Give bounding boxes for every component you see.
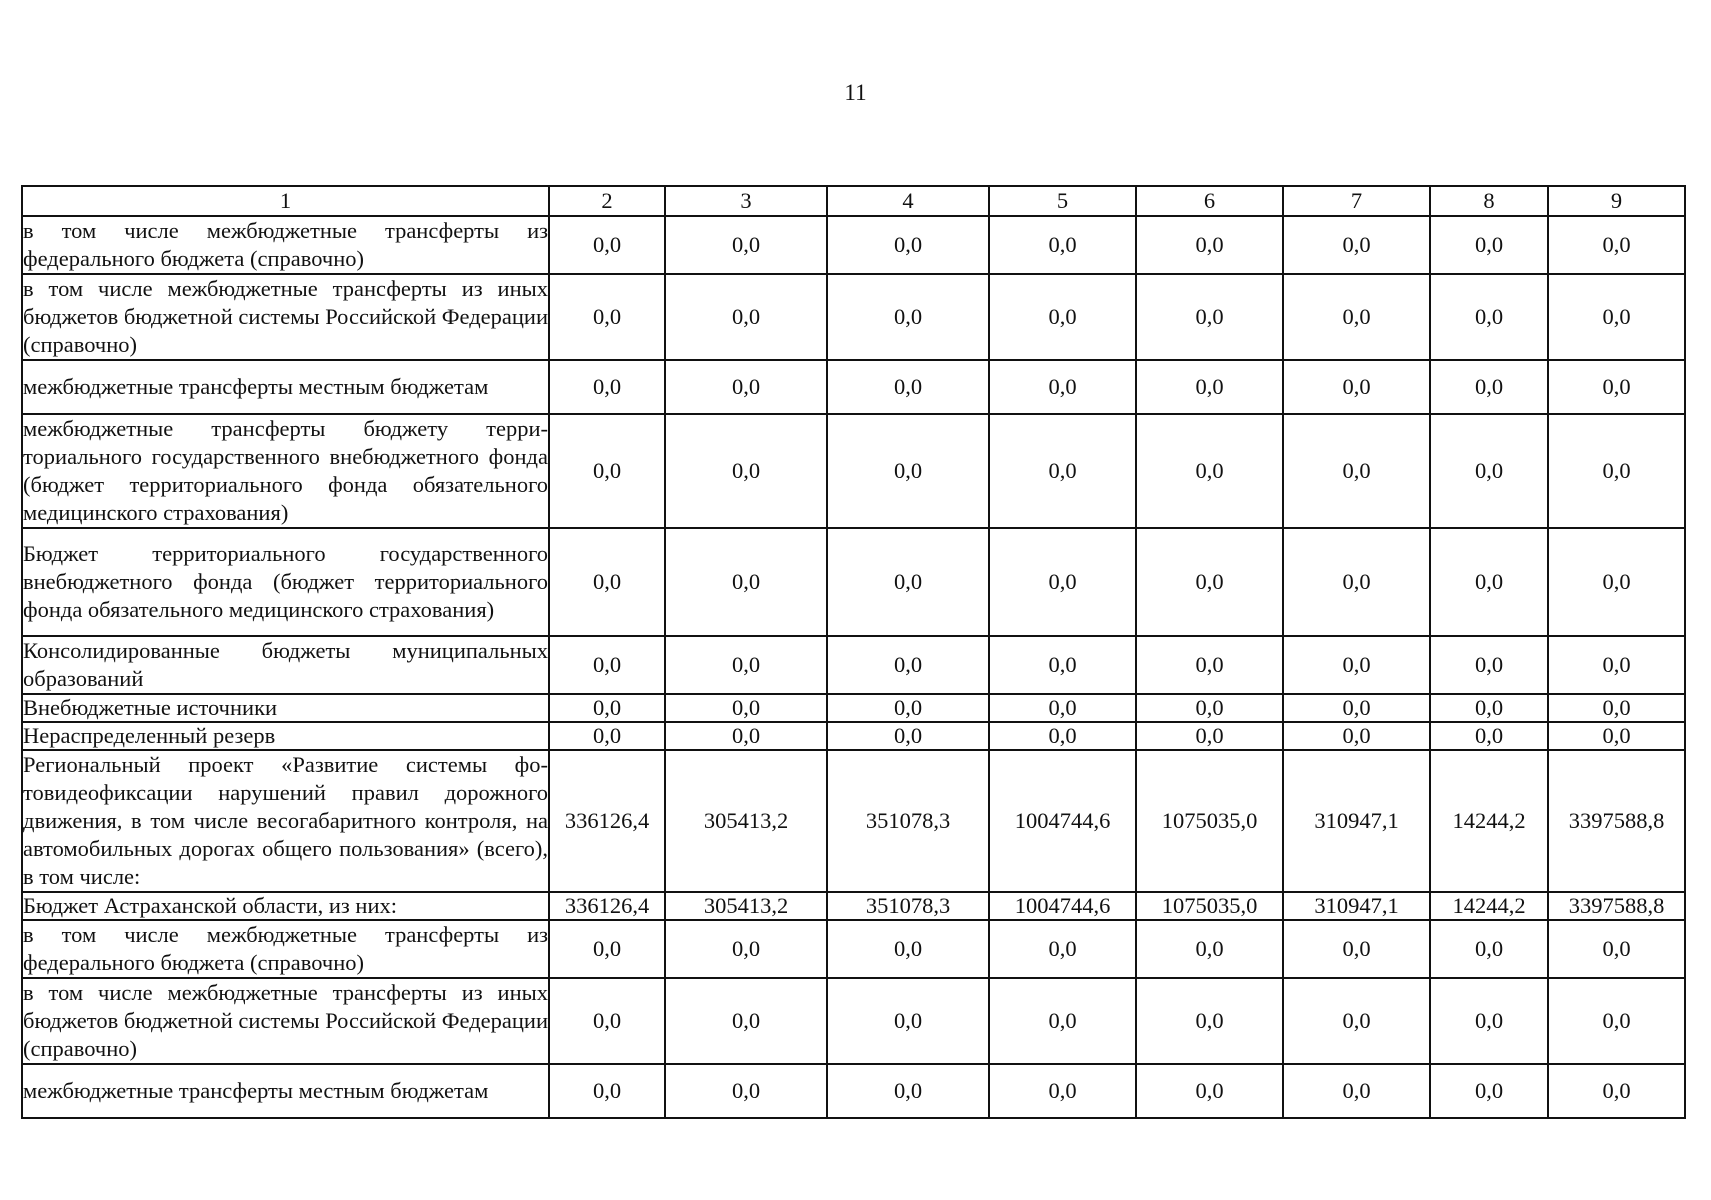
table-cell-value: 0,0 bbox=[1430, 636, 1548, 694]
table-cell-value: 0,0 bbox=[549, 722, 665, 750]
table-cell-value: 0,0 bbox=[1136, 1064, 1283, 1118]
column-header: 5 bbox=[989, 186, 1136, 216]
table-cell-value: 0,0 bbox=[1548, 528, 1685, 636]
table-cell-value: 0,0 bbox=[549, 360, 665, 414]
table-cell-value: 0,0 bbox=[1430, 360, 1548, 414]
row-label: в том числе межбюджетные трансферты из федерального бюджета (справочно) bbox=[22, 216, 549, 274]
table-cell-value: 0,0 bbox=[827, 722, 989, 750]
table-cell-value: 0,0 bbox=[1283, 360, 1430, 414]
table-cell-value: 0,0 bbox=[549, 216, 665, 274]
table-cell-value: 0,0 bbox=[549, 414, 665, 528]
row-label: межбюджетные трансферты местным бюджетам bbox=[22, 1064, 549, 1118]
table-cell-value: 0,0 bbox=[1548, 216, 1685, 274]
table-cell-value: 0,0 bbox=[1430, 920, 1548, 978]
table-cell-value: 0,0 bbox=[827, 1064, 989, 1118]
table-cell-value: 0,0 bbox=[827, 694, 989, 722]
table-cell-value: 0,0 bbox=[989, 920, 1136, 978]
budget-table bbox=[21, 185, 1686, 1119]
table-cell-value: 0,0 bbox=[989, 1064, 1136, 1118]
column-header: 4 bbox=[827, 186, 989, 216]
table-row bbox=[22, 636, 1685, 694]
table-cell-value: 0,0 bbox=[1548, 920, 1685, 978]
table-cell-value: 0,0 bbox=[665, 978, 827, 1064]
row-label: Бюджет территориального государственного внебюджетного фонда (бюджет территориального фонда обязательного медицинского страхования) bbox=[22, 528, 549, 636]
page-number: 11 bbox=[844, 80, 867, 105]
table-cell-value: 0,0 bbox=[1548, 694, 1685, 722]
table-row bbox=[22, 920, 1685, 978]
table-cell-value: 0,0 bbox=[1548, 1064, 1685, 1118]
table-cell-value: 0,0 bbox=[665, 920, 827, 978]
table-cell-value: 0,0 bbox=[549, 920, 665, 978]
column-header: 3 bbox=[665, 186, 827, 216]
table-cell-value: 1075035,0 bbox=[1136, 892, 1283, 920]
column-header: 7 bbox=[1283, 186, 1430, 216]
table-row bbox=[22, 694, 1685, 722]
table-cell-value: 0,0 bbox=[665, 274, 827, 360]
table-cell-value: 14244,2 bbox=[1430, 892, 1548, 920]
table-cell-value: 14244,2 bbox=[1430, 750, 1548, 892]
table-cell-value: 0,0 bbox=[1136, 978, 1283, 1064]
table-cell-value: 0,0 bbox=[1283, 1064, 1430, 1118]
table-cell-value: 0,0 bbox=[1136, 528, 1283, 636]
table-cell-value: 305413,2 bbox=[665, 892, 827, 920]
column-header: 1 bbox=[22, 186, 549, 216]
table-cell-value: 0,0 bbox=[1136, 414, 1283, 528]
table-cell-value: 0,0 bbox=[1283, 216, 1430, 274]
row-label: Внебюджетные источники bbox=[22, 694, 549, 722]
table-cell-value: 0,0 bbox=[989, 528, 1136, 636]
table-cell-value: 0,0 bbox=[549, 978, 665, 1064]
table-cell-value: 0,0 bbox=[989, 360, 1136, 414]
table-cell-value: 0,0 bbox=[989, 722, 1136, 750]
row-label: межбюджетные трансферты местным бюджетам bbox=[22, 360, 549, 414]
table-cell-value: 351078,3 bbox=[827, 892, 989, 920]
table-cell-value: 0,0 bbox=[1283, 978, 1430, 1064]
table-cell-value: 0,0 bbox=[549, 274, 665, 360]
table-row bbox=[22, 528, 1685, 636]
table-cell-value: 0,0 bbox=[827, 360, 989, 414]
table-cell-value: 0,0 bbox=[1430, 216, 1548, 274]
table-row bbox=[22, 892, 1685, 920]
table-cell-value: 0,0 bbox=[1283, 920, 1430, 978]
table-cell-value: 0,0 bbox=[1430, 274, 1548, 360]
column-header: 2 bbox=[549, 186, 665, 216]
table-cell-value: 0,0 bbox=[1283, 274, 1430, 360]
table-cell-value: 0,0 bbox=[1430, 528, 1548, 636]
table-cell-value: 0,0 bbox=[1136, 694, 1283, 722]
table-cell-value: 0,0 bbox=[989, 978, 1136, 1064]
table-cell-value: 0,0 bbox=[827, 636, 989, 694]
table-cell-value: 310947,1 bbox=[1283, 892, 1430, 920]
table-cell-value: 3397588,8 bbox=[1548, 892, 1685, 920]
table-cell-value: 0,0 bbox=[989, 694, 1136, 722]
table-row bbox=[22, 978, 1685, 1064]
table-cell-value: 0,0 bbox=[665, 360, 827, 414]
column-header: 8 bbox=[1430, 186, 1548, 216]
table-cell-value: 0,0 bbox=[827, 216, 989, 274]
table-cell-value: 0,0 bbox=[1548, 274, 1685, 360]
table-row bbox=[22, 274, 1685, 360]
table-cell-value: 305413,2 bbox=[665, 750, 827, 892]
table-cell-value: 0,0 bbox=[1430, 694, 1548, 722]
table-cell-value: 1004744,6 bbox=[989, 750, 1136, 892]
table-cell-value: 0,0 bbox=[1283, 414, 1430, 528]
table-cell-value: 0,0 bbox=[1430, 1064, 1548, 1118]
table-cell-value: 0,0 bbox=[1283, 636, 1430, 694]
row-label: Бюджет Астраханской области, из них: bbox=[22, 892, 549, 920]
row-label: в том числе межбюджетные трансферты из иных бюджетов бюджетной системы Российской Федерации (справочно) bbox=[22, 978, 549, 1064]
table-cell-value: 0,0 bbox=[665, 636, 827, 694]
table-cell-value: 3397588,8 bbox=[1548, 750, 1685, 892]
table-cell-value: 0,0 bbox=[1136, 920, 1283, 978]
table-cell-value: 0,0 bbox=[1430, 978, 1548, 1064]
table-cell-value: 0,0 bbox=[1548, 360, 1685, 414]
row-label: в том числе межбюджетные трансферты из иных бюджетов бюджетной системы Российской Федерации (справочно) bbox=[22, 274, 549, 360]
table-cell-value: 336126,4 bbox=[549, 750, 665, 892]
table-cell-value: 0,0 bbox=[665, 722, 827, 750]
table-cell-value: 0,0 bbox=[827, 528, 989, 636]
table-cell-value: 1004744,6 bbox=[989, 892, 1136, 920]
table-row bbox=[22, 216, 1685, 274]
row-label: межбюджетные трансферты бюджету территориального государственного внебюджетного фонда (бюджет территориального фонда обязательного медицинского страхования) bbox=[22, 414, 549, 528]
table-cell-value: 0,0 bbox=[1136, 274, 1283, 360]
column-header: 6 bbox=[1136, 186, 1283, 216]
table-cell-value: 336126,4 bbox=[549, 892, 665, 920]
table-row bbox=[22, 414, 1685, 528]
table-cell-value: 0,0 bbox=[665, 694, 827, 722]
table-cell-value: 0,0 bbox=[1283, 722, 1430, 750]
table-cell-value: 0,0 bbox=[1548, 414, 1685, 528]
table-row bbox=[22, 360, 1685, 414]
table-cell-value: 0,0 bbox=[549, 694, 665, 722]
table-cell-value: 0,0 bbox=[1136, 722, 1283, 750]
table-cell-value: 0,0 bbox=[665, 1064, 827, 1118]
table-cell-value: 0,0 bbox=[665, 414, 827, 528]
column-header: 9 bbox=[1548, 186, 1685, 216]
table-cell-value: 351078,3 bbox=[827, 750, 989, 892]
table-cell-value: 0,0 bbox=[549, 636, 665, 694]
table-cell-value: 0,0 bbox=[1548, 978, 1685, 1064]
table-cell-value: 0,0 bbox=[1136, 360, 1283, 414]
row-label: в том числе межбюджетные трансферты из федерального бюджета (справочно) bbox=[22, 920, 549, 978]
table-cell-value: 0,0 bbox=[827, 978, 989, 1064]
table-cell-value: 0,0 bbox=[1548, 636, 1685, 694]
table-row bbox=[22, 722, 1685, 750]
table-cell-value: 0,0 bbox=[665, 528, 827, 636]
table-cell-value: 0,0 bbox=[827, 920, 989, 978]
row-label: Консолидированные бюджеты муниципальных образований bbox=[22, 636, 549, 694]
table-cell-value: 0,0 bbox=[549, 528, 665, 636]
table-cell-value: 0,0 bbox=[827, 414, 989, 528]
table-cell-value: 0,0 bbox=[665, 216, 827, 274]
column-number-row bbox=[22, 186, 1685, 216]
table-cell-value: 1075035,0 bbox=[1136, 750, 1283, 892]
table-row bbox=[22, 1064, 1685, 1118]
row-label: Нераспределенный резерв bbox=[22, 722, 549, 750]
table-cell-value: 0,0 bbox=[549, 1064, 665, 1118]
table-cell-value: 0,0 bbox=[989, 414, 1136, 528]
table-cell-value: 0,0 bbox=[1283, 528, 1430, 636]
table-cell-value: 0,0 bbox=[989, 216, 1136, 274]
row-label: Региональный проект «Развитие системы фотовидеофиксации нарушений правил дорожного движения, в том числе весогабаритного контроля, на автомобильных дорогах общего пользования» (всего), в том числе: bbox=[22, 750, 549, 892]
table-row bbox=[22, 750, 1685, 892]
table-cell-value: 310947,1 bbox=[1283, 750, 1430, 892]
table-cell-value: 0,0 bbox=[989, 274, 1136, 360]
table-cell-value: 0,0 bbox=[1430, 414, 1548, 528]
table-cell-value: 0,0 bbox=[1136, 636, 1283, 694]
table-cell-value: 0,0 bbox=[1430, 722, 1548, 750]
table-cell-value: 0,0 bbox=[827, 274, 989, 360]
table-cell-value: 0,0 bbox=[1548, 722, 1685, 750]
table-cell-value: 0,0 bbox=[989, 636, 1136, 694]
table-cell-value: 0,0 bbox=[1136, 216, 1283, 274]
table-body bbox=[22, 216, 1685, 1118]
table-cell-value: 0,0 bbox=[1283, 694, 1430, 722]
